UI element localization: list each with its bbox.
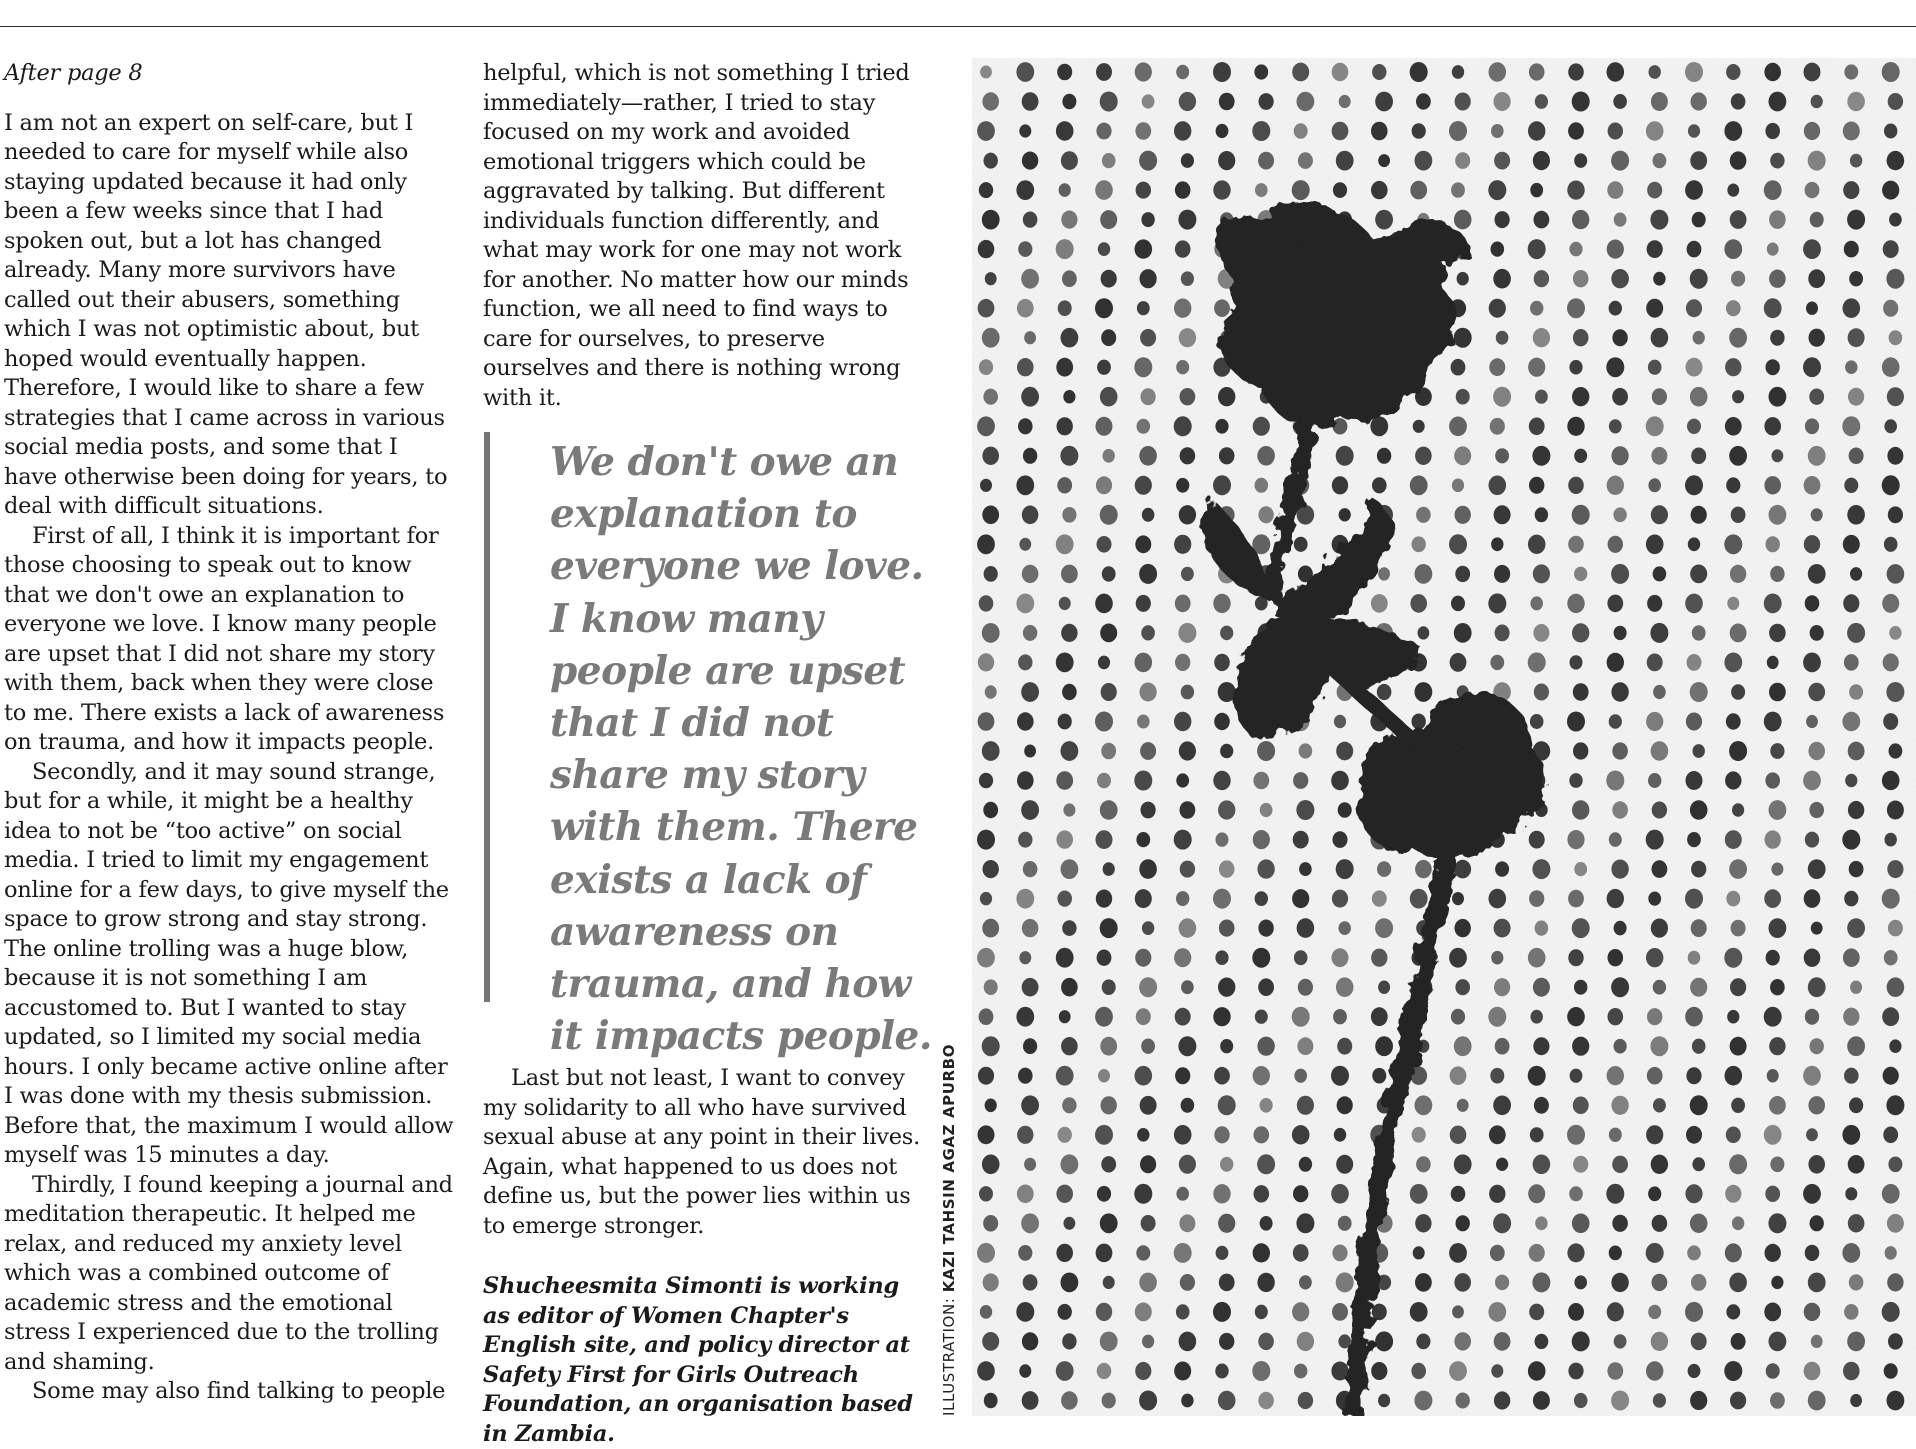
paragraph: First of all, I think it is important for those choosing to speak out to know that we don't owe an explanation to everyone we love. I know many people are upset that I did not share my story with them, back when they were close to me. There exists a lack of awareness on trauma, and how it impacts people. <box>4 522 445 755</box>
illustration-credit <box>939 1044 959 1416</box>
paragraph: I am not an expert on self-care, but I needed to care for myself while also staying updated because it had only been a few weeks since that I had spoken out, but a lot has changed already. Many more survivors have called out their abusers, something which I was not optimistic about, but hoped would eventually happen. Therefore, I would like to share a few strategies that I came across in various social media posts, and some that I have otherwise been doing for years, to deal with difficult situations. <box>4 109 448 519</box>
author-bio-text: Shucheesmita Simonti is working as editor of Women Chapter's English site, and policy director at Safety First for Girls Outreach Foundation, an organisation based in Zambia. <box>483 1273 913 1447</box>
paragraph: Last but not least, I want to convey my solidarity to all who have survived sexual abuse at any point in their lives. Again, what happened to us does not define us, but the power lies within us to emerge stronger. <box>483 1065 920 1239</box>
rose-illustration <box>972 58 1916 1416</box>
credit-label: ILLUSTRATION: <box>940 1292 958 1416</box>
article-column-2 <box>483 59 933 413</box>
paragraph: Secondly, and it may sound strange, but for a while, it might be a healthy idea to not be “too active” on social media. I tried to limit my engagement online for a few days, to give myself the space to grow strong and stay strong. The online trolling was a huge blow, because it is not something I am accustomed to. But I wanted to stay updated, so I limited my social media hours. I only became active online after I was done with my thesis submission. Before that, the maximum I would allow myself was 15 minutes a day. <box>4 758 454 1168</box>
rose-illustration-image <box>972 58 1916 1416</box>
continuation-kicker: After page 8 <box>4 60 143 86</box>
paragraph: helpful, which is not something I tried immediately—rather, I tried to stay focused on my work and avoided emotional triggers which could be aggravated by talking. But different individuals function differently, and what may work for one may not work for another. No matter how our minds function, we all need to find ways to care for ourselves, to preserve ourselves and there is nothing wrong with it. <box>483 60 910 411</box>
closing-paragraph <box>483 1064 933 1241</box>
pull-quote: We don't owe an explanation to everyone we love. I know many people are upset that I did not share my story with them. There exists a lack of awareness on trauma, and how it impacts people. <box>484 432 944 1002</box>
credit-name: KAZI TAHSIN AGAZ APURBO <box>940 1043 958 1293</box>
paragraph: Thirdly, I found keeping a journal and meditation therapeutic. It helped me relax, and reduced my anxiety level which was a combined outcome of academic stress and the emotional stress I experienced due to the trolling and shaming. <box>4 1171 453 1375</box>
paragraph: Some may also find talking to people <box>32 1378 446 1404</box>
top-rule <box>0 26 1916 27</box>
article-column-1 <box>4 59 454 1407</box>
author-bio <box>483 1272 933 1449</box>
illustration-grain <box>972 58 1916 1416</box>
